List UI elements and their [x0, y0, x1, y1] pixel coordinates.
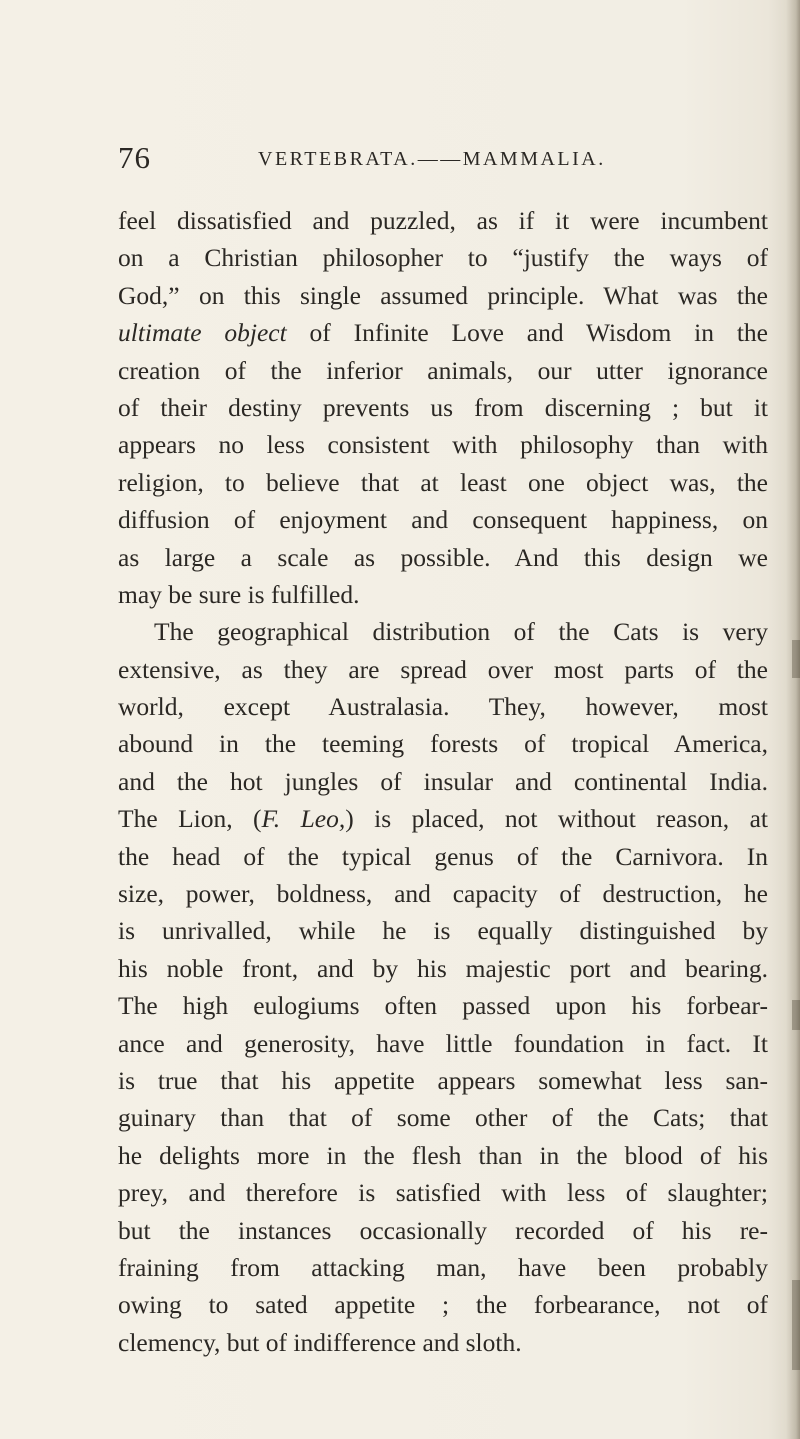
- text-fragment: ) is placed, not without reason, at: [345, 804, 768, 834]
- text-line: diffusion of enjoyment and consequent happiness, on: [118, 505, 768, 535]
- text-line: guinary than that of some other of the Cats; that: [118, 1103, 768, 1133]
- text-line: size, power, boldness, and capacity of destruction, he: [118, 879, 768, 909]
- text-line: creation of the inferior animals, our utter ignorance: [118, 355, 768, 385]
- text-line: extensive, as they are spread over most parts of the: [118, 654, 768, 684]
- text-fragment: of Infinite Love and Wisdom in the: [286, 318, 768, 348]
- text-line: religion, to believe that at least one object was, the: [118, 467, 768, 497]
- text-line: [118, 314, 768, 351]
- page-edge-mark: [792, 1280, 800, 1370]
- text-line: [118, 800, 768, 837]
- text-line: owing to sated appetite ; the forbearance, not of: [118, 1290, 768, 1320]
- text-line: world, except Australasia. They, however, most: [118, 692, 768, 722]
- text-line: feel dissatisfied and puzzled, as if it were incumbent: [118, 206, 768, 235]
- text-line: but the instances occasionally recorded of his re-: [118, 1215, 768, 1245]
- text-line: his noble front, and by his majestic port and bearing.: [118, 953, 768, 983]
- running-head: VERTEBRATA.——MAMMALIA.: [258, 148, 606, 170]
- text-line: The high eulogiums often passed upon his forbear-: [118, 991, 768, 1021]
- italic-phrase: F. Leo,: [261, 804, 346, 834]
- text-line: ance and generosity, have little foundation in fact. It: [118, 1028, 768, 1058]
- text-line: abound in the teeming forests of tropical America,: [118, 729, 768, 759]
- text-line: and the hot jungles of insular and continental India.: [118, 766, 768, 796]
- text-fragment: The Lion, (: [118, 804, 262, 834]
- page-number: 76: [118, 140, 151, 175]
- text-line: appears no less consistent with philosophy than with: [118, 430, 768, 460]
- text-line: may be sure is fulfilled.: [118, 579, 360, 609]
- page-edge-mark: [792, 1000, 800, 1030]
- text-line: on a Christian philosopher to “justify the ways of: [118, 243, 768, 273]
- page-edge-shadow: [786, 0, 800, 1439]
- text-line: The geographical distribution of the Cats is very: [154, 617, 768, 647]
- text-line: prey, and therefore is satisfied with less of slaughter;: [118, 1178, 768, 1208]
- text-line: fraining from attacking man, have been probably: [118, 1252, 768, 1282]
- text-line: the head of the typical genus of the Carnivora. In: [118, 841, 768, 871]
- page-edge-mark: [792, 640, 800, 678]
- text-line: clemency, but of indifference and sloth.: [118, 1327, 522, 1357]
- italic-phrase: ultimate object: [118, 318, 287, 348]
- page-header: [118, 140, 678, 180]
- body-text: [118, 202, 768, 1361]
- text-line: he delights more in the flesh than in the blood of his: [118, 1140, 768, 1170]
- text-line: as large a scale as possible. And this design we: [118, 542, 768, 572]
- text-line: God,” on this single assumed principle. What was the: [118, 280, 768, 310]
- text-line: is unrivalled, while he is equally distinguished by: [118, 916, 768, 946]
- text-line: is true that his appetite appears somewhat less san-: [118, 1065, 768, 1095]
- text-line: of their destiny prevents us from discerning ; but it: [118, 392, 768, 422]
